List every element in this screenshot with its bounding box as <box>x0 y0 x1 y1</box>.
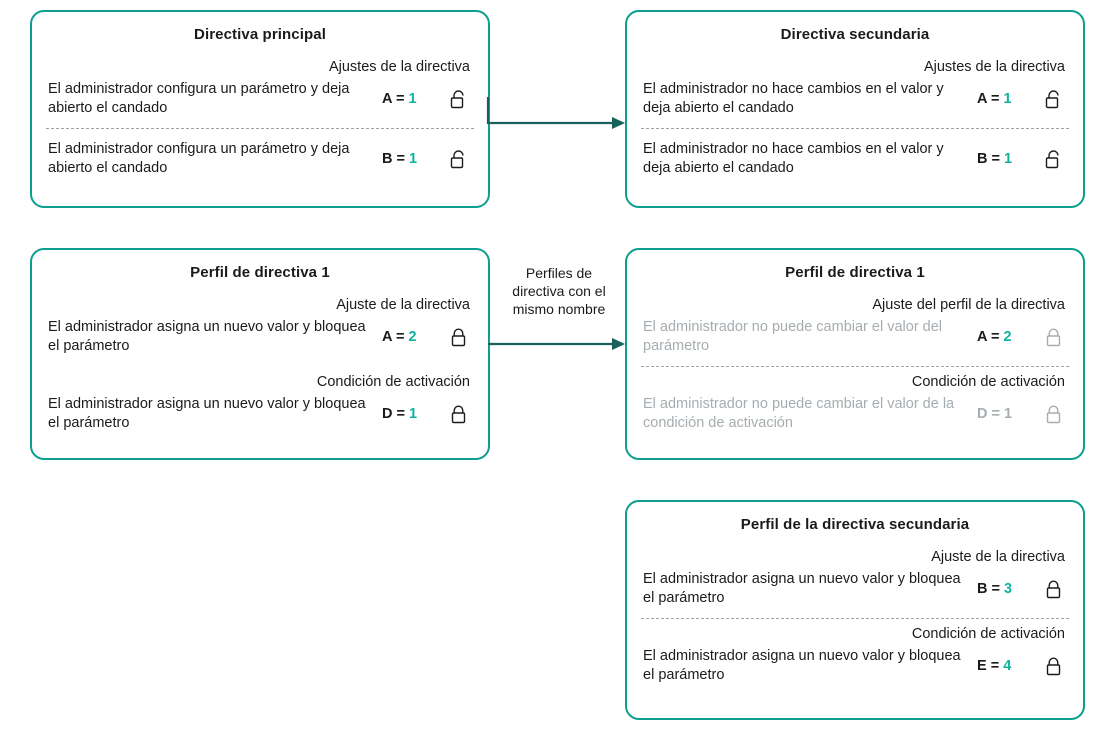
arrow-primary-to-secondary <box>486 95 631 145</box>
setting-key: A = <box>977 90 1000 107</box>
setting-number: 1 <box>1003 90 1012 107</box>
policy-section <box>32 51 488 128</box>
lock-icon <box>446 404 472 424</box>
policy-section <box>627 289 1083 366</box>
setting-number: 1 <box>409 405 418 422</box>
section-heading: Condición de activación <box>316 373 470 390</box>
setting-key: D = <box>382 405 405 422</box>
setting-row <box>48 393 472 443</box>
setting-number: 3 <box>1004 580 1013 597</box>
setting-row <box>643 128 1067 188</box>
setting-row <box>643 316 1067 366</box>
setting-description: El administrador no hace cambios en el valor y deja abierto el candado <box>643 140 944 176</box>
setting-key: A = <box>382 90 405 107</box>
setting-description: El administrador asigna un nuevo valor y bloquea el parámetro <box>48 319 366 354</box>
setting-value <box>382 329 446 345</box>
setting-row <box>48 316 472 366</box>
policy-section <box>627 51 1083 128</box>
setting-value <box>977 406 1041 422</box>
setting-number: 1 <box>1004 150 1013 167</box>
card-title: Directiva principal <box>194 26 326 43</box>
setting-description: El administrador no puede cambiar el valor de la condición de activación <box>643 395 955 431</box>
setting-value <box>382 91 446 107</box>
arrow-profile-to-profile <box>486 318 631 358</box>
section-heading: Ajustes de la directiva <box>328 59 470 75</box>
lock-icon <box>446 327 472 347</box>
lock-icon <box>1041 656 1067 676</box>
policy-section <box>627 366 1083 443</box>
setting-number: 4 <box>1003 657 1012 674</box>
card-title: Directiva secundaria <box>780 26 930 43</box>
setting-description: El administrador no hace cambios en el valor y deja abierto el candado <box>643 81 944 116</box>
section-heading: Condición de activación <box>911 373 1065 390</box>
policy-section <box>627 128 1083 188</box>
section-heading: Condición de activación <box>911 625 1065 642</box>
card-title: Perfil de directiva 1 <box>785 264 925 281</box>
setting-description: El administrador configura un parámetro y deja abierto el candado <box>48 81 350 116</box>
setting-value <box>977 151 1041 167</box>
policy-section <box>627 618 1083 695</box>
setting-key: B = <box>382 150 405 167</box>
setting-key: E = <box>977 657 1000 674</box>
setting-row <box>643 568 1067 618</box>
card-primary-policy <box>30 10 490 208</box>
unlock-icon <box>1041 149 1067 169</box>
policy-section <box>627 541 1083 618</box>
setting-number: 1 <box>1004 405 1013 422</box>
setting-description: El administrador no puede cambiar el valor del parámetro <box>643 319 943 354</box>
setting-description: El administrador asigna un nuevo valor y bloquea el parámetro <box>643 571 961 606</box>
setting-number: 1 <box>409 150 418 167</box>
setting-value <box>977 658 1041 674</box>
setting-row <box>48 128 472 188</box>
setting-key: A = <box>977 328 1000 345</box>
card-title: Perfil de directiva 1 <box>190 264 330 281</box>
section-heading: Ajustes de la directiva <box>923 59 1065 75</box>
card-policy-profile-1-right <box>625 248 1085 460</box>
setting-value <box>382 406 446 422</box>
lock-icon <box>1041 404 1067 424</box>
policy-section <box>32 289 488 366</box>
setting-number: 1 <box>408 90 417 107</box>
setting-value <box>977 581 1041 597</box>
setting-row <box>48 78 472 128</box>
setting-value <box>977 329 1041 345</box>
setting-row <box>643 645 1067 695</box>
setting-row <box>643 78 1067 128</box>
unlock-icon <box>1041 89 1067 109</box>
setting-key: B = <box>977 150 1000 167</box>
lock-icon <box>1041 579 1067 599</box>
card-secondary-policy <box>625 10 1085 208</box>
setting-description: El administrador asigna un nuevo valor y bloquea el parámetro <box>643 647 961 683</box>
card-policy-profile-1-left <box>30 248 490 460</box>
unlock-icon <box>446 149 472 169</box>
section-heading: Ajuste de la directiva <box>931 549 1065 565</box>
lock-icon <box>1041 327 1067 347</box>
setting-value <box>382 151 446 167</box>
policy-section <box>32 128 488 188</box>
setting-key: A = <box>382 328 405 345</box>
policy-section <box>32 366 488 443</box>
setting-number: 2 <box>408 328 417 345</box>
setting-number: 2 <box>1003 328 1012 345</box>
setting-value <box>977 91 1041 107</box>
arrow-label: Perfiles de directiva con el mismo nombre <box>512 265 606 318</box>
card-secondary-policy-profile <box>625 500 1085 720</box>
setting-key: D = <box>977 405 1000 422</box>
section-heading: Ajuste de la directiva <box>336 297 470 313</box>
card-title: Perfil de la directiva secundaria <box>740 516 970 533</box>
setting-description: El administrador configura un parámetro y deja abierto el candado <box>48 140 350 176</box>
unlock-icon <box>446 89 472 109</box>
setting-description: El administrador asigna un nuevo valor y bloquea el parámetro <box>48 395 366 431</box>
section-heading: Ajuste del perfil de la directiva <box>872 297 1065 313</box>
setting-key: B = <box>977 580 1000 597</box>
setting-row <box>643 393 1067 443</box>
